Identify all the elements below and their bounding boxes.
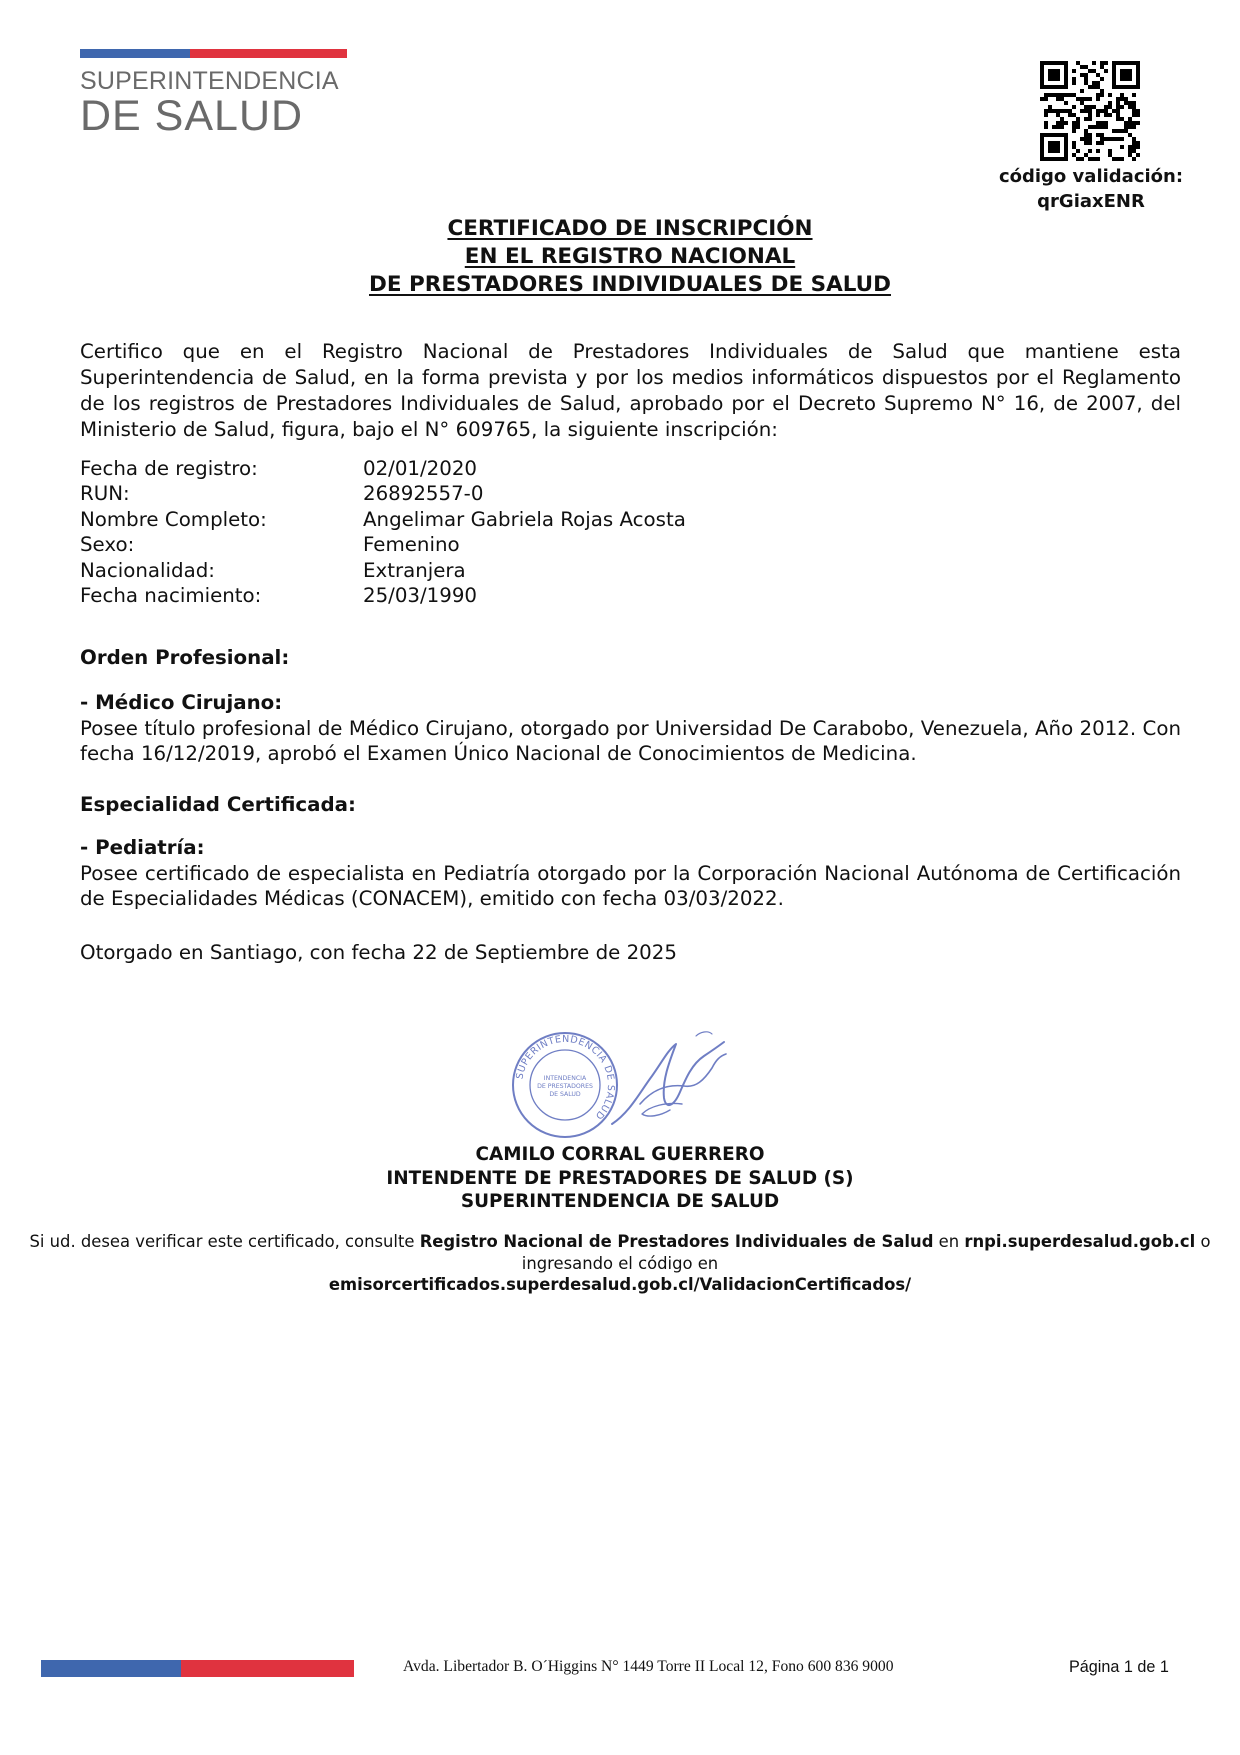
signer-name: CAMILO CORRAL GUERRERO bbox=[475, 1144, 765, 1165]
footer-bar-blue bbox=[41, 1660, 181, 1677]
logo-color-bar bbox=[80, 49, 347, 58]
footer-color-bar bbox=[41, 1660, 354, 1677]
verification-notice bbox=[0, 1231, 1240, 1296]
title-line-3: DE PRESTADORES INDIVIDUALES DE SALUD bbox=[369, 272, 891, 297]
field-label: Nombre Completo: bbox=[80, 507, 267, 531]
field-value: 25/03/1990 bbox=[363, 584, 478, 608]
superintendencia-logo bbox=[80, 49, 347, 138]
medico-cirujano-entry bbox=[80, 690, 1181, 767]
title-line-2: EN EL REGISTRO NACIONAL bbox=[464, 244, 796, 269]
field-value: 26892557-0 bbox=[363, 482, 484, 506]
pediatria-title: - Pediatría: bbox=[80, 836, 205, 859]
logo-bar-blue bbox=[80, 49, 190, 58]
field-label: Nacionalidad: bbox=[80, 558, 215, 582]
pediatria-entry bbox=[80, 835, 1181, 912]
field-value: 02/01/2020 bbox=[363, 457, 478, 480]
field-label: RUN: bbox=[80, 482, 130, 506]
footer-bar-red bbox=[181, 1660, 354, 1677]
svg-text:SUPERINTENDENCIA DE SALUD: SUPERINTENDENCIA DE SALUD bbox=[514, 1033, 617, 1122]
validation-label: código validación: bbox=[998, 166, 1184, 187]
logo-line-1: SUPERINTENDENCIA bbox=[80, 67, 339, 95]
title-line-1: CERTIFICADO DE INSCRIPCIÓN bbox=[447, 216, 813, 241]
certificate-title bbox=[80, 215, 1180, 299]
verify-text-3: o ingresando el código en bbox=[521, 1232, 1211, 1273]
validation-code-block bbox=[980, 164, 1202, 214]
validation-code: qrGiaxENR bbox=[1037, 191, 1145, 212]
field-label: Fecha de registro: bbox=[80, 457, 258, 480]
verify-validation-url[interactable]: emisorcertificados.superdesalud.gob.cl/ValidacionCertificados/ bbox=[328, 1275, 912, 1294]
field-row bbox=[80, 532, 686, 557]
footer-address: Avda. Libertador B. O´Higgins N° 1449 Torre II Local 12, Fono 600 836 9000 bbox=[403, 1658, 894, 1675]
field-row bbox=[80, 507, 686, 532]
field-row bbox=[80, 456, 686, 481]
medico-title: - Médico Cirujano: bbox=[80, 691, 283, 714]
svg-text:DE PRESTADORES: DE PRESTADORES bbox=[537, 1083, 593, 1090]
especialidad-section bbox=[80, 792, 1181, 818]
page-number: Página 1 de 1 bbox=[1069, 1658, 1169, 1676]
field-value: Extranjera bbox=[363, 558, 466, 582]
field-value: Angelimar Gabriela Rojas Acosta bbox=[363, 507, 686, 531]
registration-fields bbox=[80, 456, 686, 608]
signer-block bbox=[0, 1143, 1240, 1214]
field-row bbox=[80, 481, 686, 506]
svg-text:INTENDENCIA: INTENDENCIA bbox=[543, 1075, 587, 1082]
svg-text:DE SALUD: DE SALUD bbox=[549, 1091, 581, 1098]
signer-position: INTENDENTE DE PRESTADORES DE SALUD (S) bbox=[386, 1167, 854, 1189]
field-label: Fecha nacimiento: bbox=[80, 584, 262, 608]
verify-rnpi-link[interactable]: rnpi.superdesalud.gob.cl bbox=[964, 1232, 1196, 1251]
logo-bar-red bbox=[190, 49, 347, 58]
qr-code-icon bbox=[1040, 61, 1140, 161]
orden-profesional-section bbox=[80, 645, 1181, 671]
verify-registry-name: Registro Nacional de Prestadores Individuales de Salud bbox=[419, 1232, 934, 1251]
field-label: Sexo: bbox=[80, 533, 135, 557]
orden-heading: Orden Profesional: bbox=[80, 646, 290, 669]
issued-statement: Otorgado en Santiago, con fecha 22 de Septiembre de 2025 bbox=[80, 941, 677, 964]
logo-line-2: DE SALUD bbox=[80, 92, 304, 140]
handwritten-signature bbox=[600, 1020, 740, 1140]
signer-institution: SUPERINTENDENCIA DE SALUD bbox=[460, 1191, 780, 1212]
medico-text: Posee título profesional de Médico Cirujano, otorgado por Universidad De Carabobo, Venezuela, Año 2012. Con fecha 16/12/2019, aprobó el Examen Único Nacional de Conocimientos de Medicina. bbox=[80, 716, 1181, 766]
verify-text-1: Si ud. desea verificar este certificado, consulte bbox=[29, 1232, 420, 1251]
verify-text-2: en bbox=[933, 1232, 965, 1251]
field-value: Femenino bbox=[363, 533, 460, 557]
especialidad-heading: Especialidad Certificada: bbox=[80, 793, 356, 816]
field-row bbox=[80, 583, 686, 608]
field-row bbox=[80, 558, 686, 583]
intro-paragraph: Certifico que en el Registro Nacional de Prestadores Individuales de Salud que mantiene esta Superintendencia de Salud, en la forma prevista y por los medios informáticos dispuestos por el Reglamento de los registros de Prestadores Individuales de Salud, aprobado por el Decreto Supremo N° 16, de 2007, del Ministerio de Salud, figura, bajo el N° 609765, la siguiente inscripción: bbox=[80, 340, 1181, 441]
pediatria-text: Posee certificado de especialista en Pediatría otorgado por la Corporación Nacional Autónoma de Certificación de Especialidades Médicas (CONACEM), emitido con fecha 03/03/2022. bbox=[80, 861, 1181, 911]
